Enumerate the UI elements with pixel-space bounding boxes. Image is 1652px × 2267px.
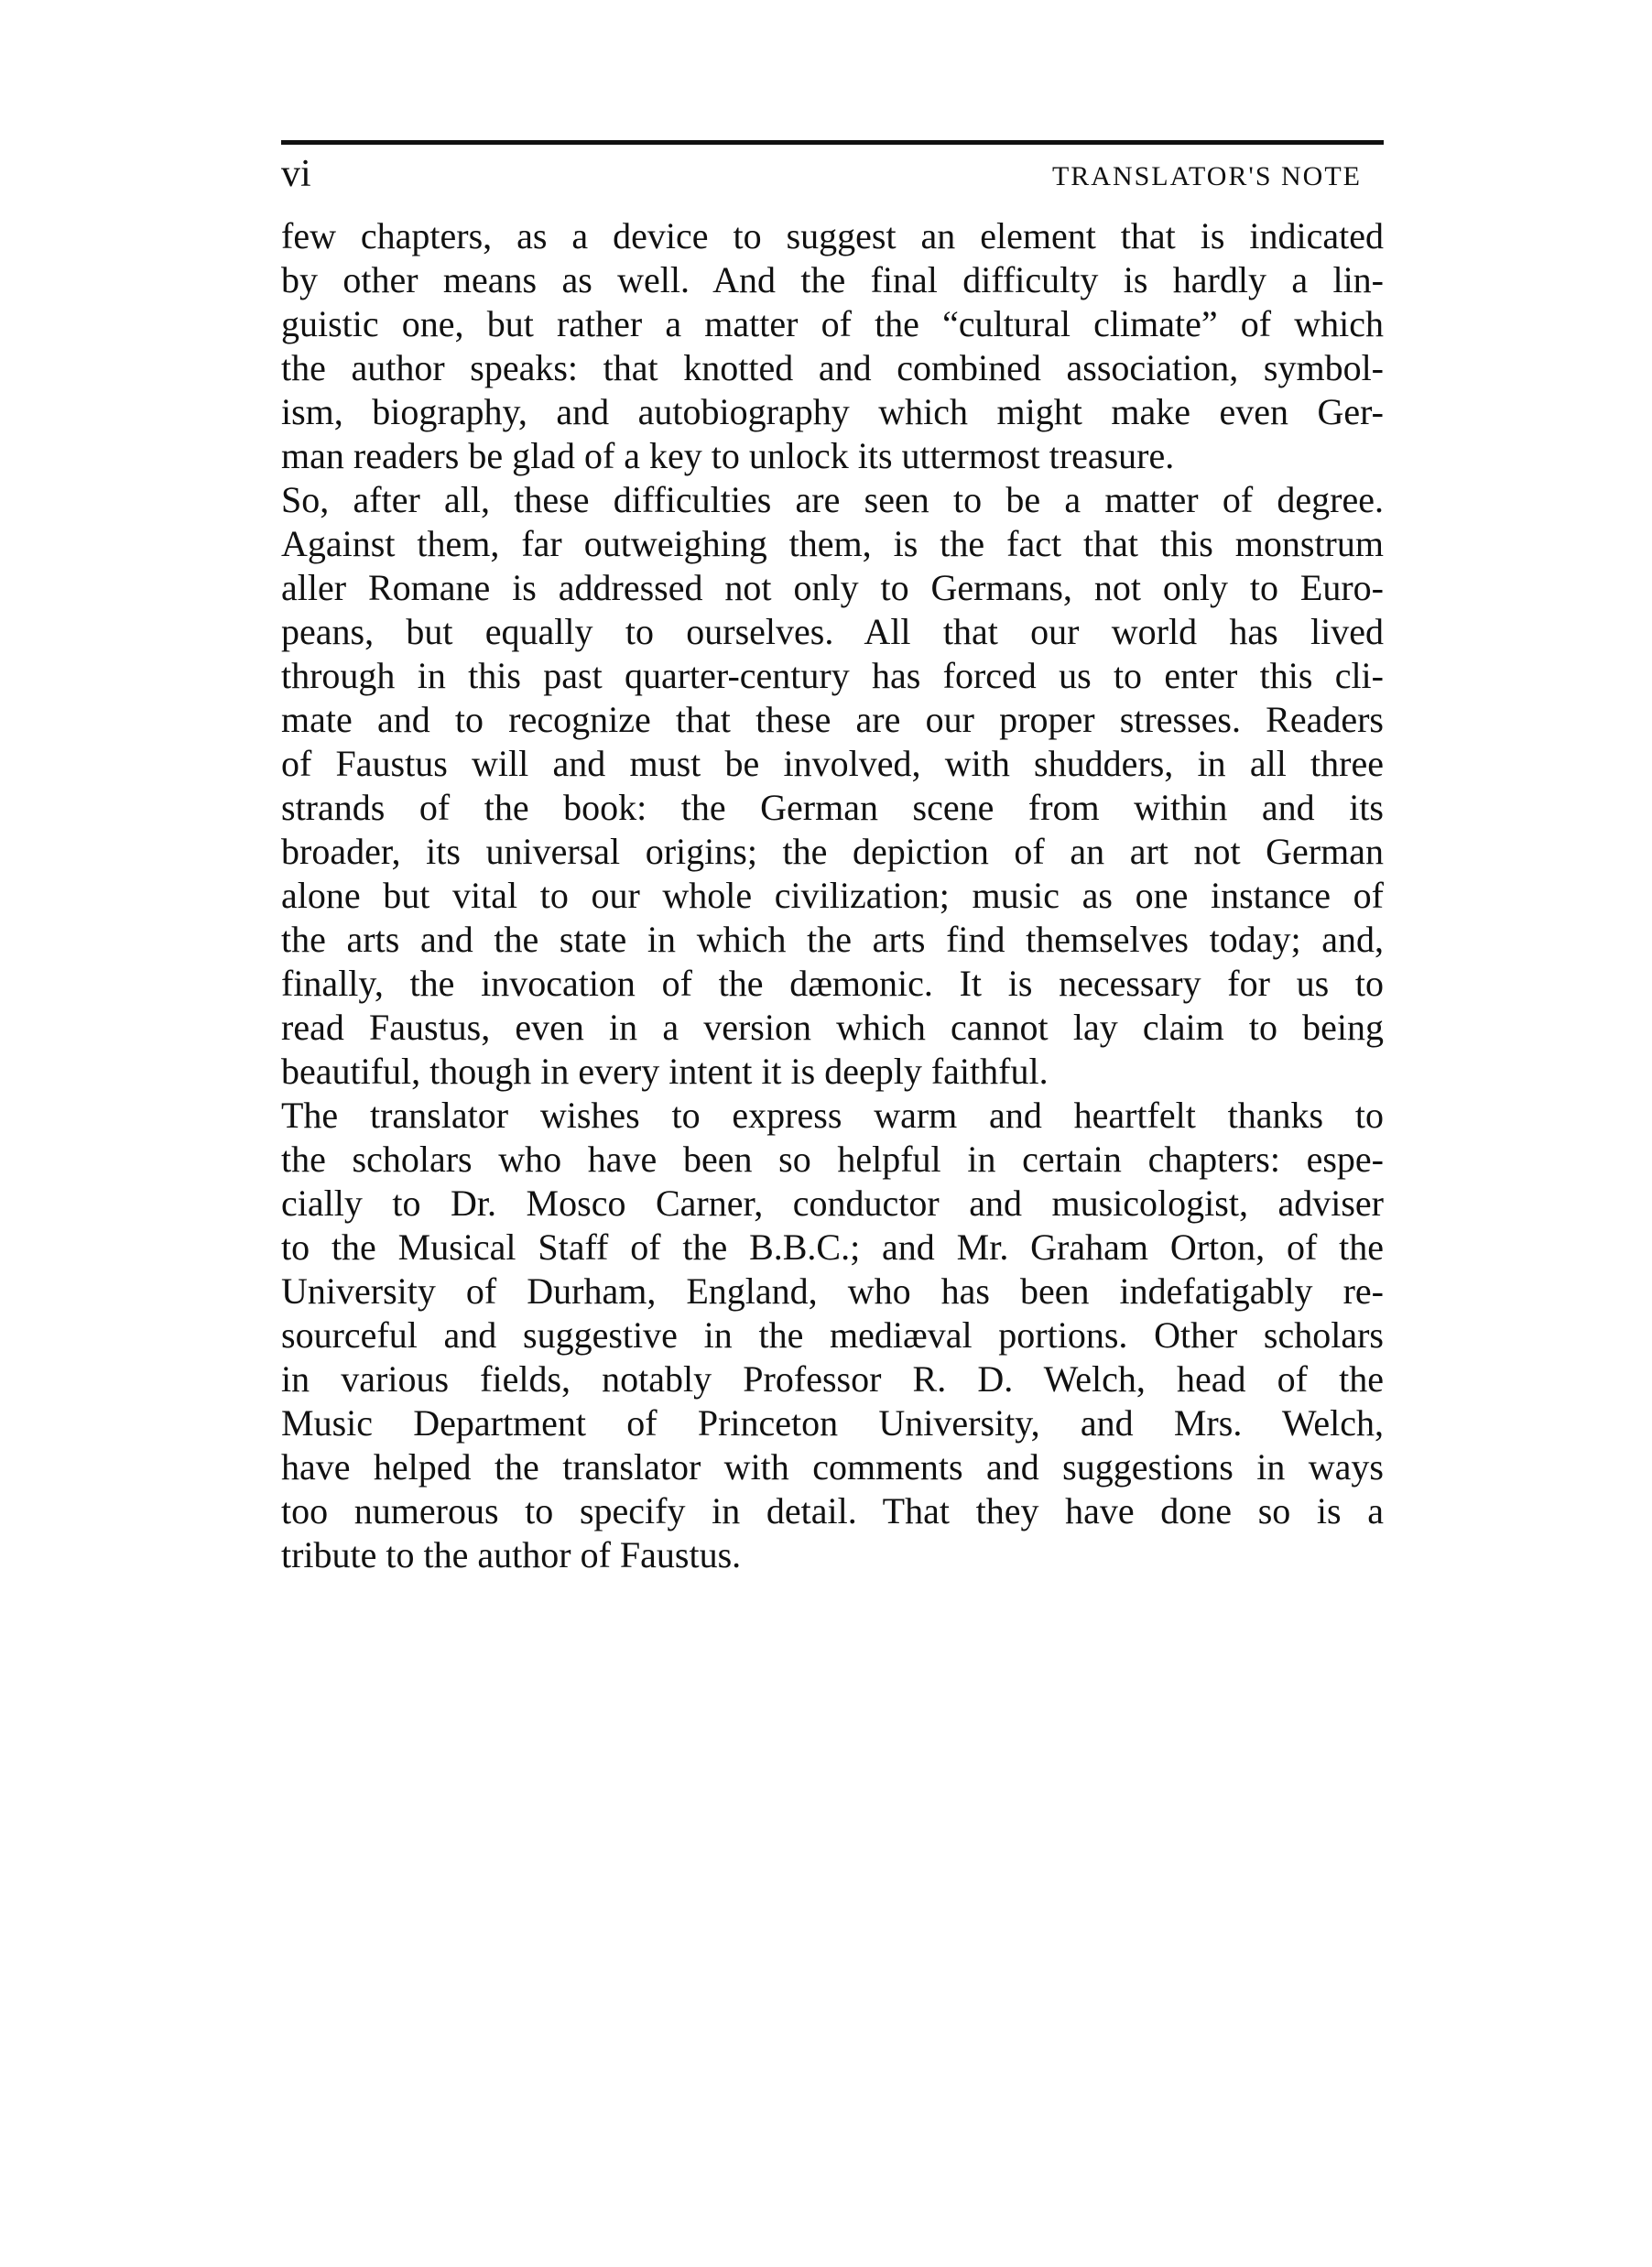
text-line: the scholars who have been so helpful in certain chapters: espe- bbox=[281, 1139, 1384, 1180]
text-line: few chapters, as a device to suggest an element that is indicated bbox=[281, 215, 1384, 256]
text-line: of Faustus will and must be involved, with shudders, in all three bbox=[281, 743, 1384, 784]
text-line: too numerous to specify in detail. That they have done so is a bbox=[281, 1490, 1384, 1531]
text-line: finally, the invocation of the dæmonic. It is necessary for us to bbox=[281, 963, 1384, 1004]
paragraph bbox=[281, 214, 1384, 478]
paragraph bbox=[281, 1094, 1384, 1577]
text-line: aller Romane is addressed not only to Germans, not only to Euro- bbox=[281, 567, 1384, 608]
text-line: through in this past quarter-century has forced us to enter this cli- bbox=[281, 655, 1384, 696]
text-line: So, after all, these difficulties are seen to be a matter of degree. bbox=[281, 479, 1384, 520]
text-line: peans, but equally to ourselves. All that our world has lived bbox=[281, 611, 1384, 652]
running-head bbox=[281, 151, 1384, 197]
text-line: University of Durham, England, who has been indefatigably re- bbox=[281, 1270, 1384, 1312]
text-line: the author speaks: that knotted and combined association, symbol- bbox=[281, 347, 1384, 388]
text-line: tribute to the author of Faustus. bbox=[281, 1534, 742, 1575]
text-line: alone but vital to our whole civilization; music as one instance of bbox=[281, 875, 1384, 916]
header-rule bbox=[281, 140, 1384, 145]
text-line: man readers be glad of a key to unlock its uttermost treasure. bbox=[281, 435, 1175, 476]
text-line: Music Department of Princeton University, and Mrs. Welch, bbox=[281, 1402, 1384, 1444]
text-line: sourceful and suggestive in the mediæval portions. Other scholars bbox=[281, 1314, 1384, 1356]
text-line: mate and to recognize that these are our proper stresses. Readers bbox=[281, 699, 1384, 740]
page-number: vi bbox=[281, 153, 311, 195]
body-text bbox=[281, 214, 1384, 1577]
text-line: The translator wishes to express warm and heartfelt thanks to bbox=[281, 1095, 1384, 1136]
text-line: cially to Dr. Mosco Carner, conductor and musicologist, adviser bbox=[281, 1183, 1384, 1224]
text-line: read Faustus, even in a version which cannot lay claim to being bbox=[281, 1007, 1384, 1048]
text-line: beautiful, though in every intent it is deeply faithful. bbox=[281, 1051, 1049, 1092]
running-head-title: TRANSLATOR'S NOTE bbox=[1051, 161, 1362, 191]
text-line: strands of the book: the German scene from within and its bbox=[281, 787, 1384, 828]
text-line: ism, biography, and autobiography which might make even Ger- bbox=[281, 391, 1384, 432]
text-line: have helped the translator with comments and suggestions in ways bbox=[281, 1446, 1384, 1488]
text-line: to the Musical Staff of the B.B.C.; and Mr. Graham Orton, of the bbox=[281, 1226, 1384, 1268]
text-line: by other means as well. And the final difficulty is hardly a lin- bbox=[281, 259, 1384, 300]
text-line: the arts and the state in which the arts find themselves today; and, bbox=[281, 919, 1384, 960]
text-line: Against them, far outweighing them, is the fact that this monstrum bbox=[281, 523, 1384, 564]
text-line: broader, its universal origins; the depiction of an art not German bbox=[281, 831, 1384, 872]
text-line: in various fields, notably Professor R. D. Welch, head of the bbox=[281, 1358, 1384, 1400]
paragraph bbox=[281, 478, 1384, 1094]
text-line: guistic one, but rather a matter of the “cultural climate” of which bbox=[281, 303, 1384, 344]
